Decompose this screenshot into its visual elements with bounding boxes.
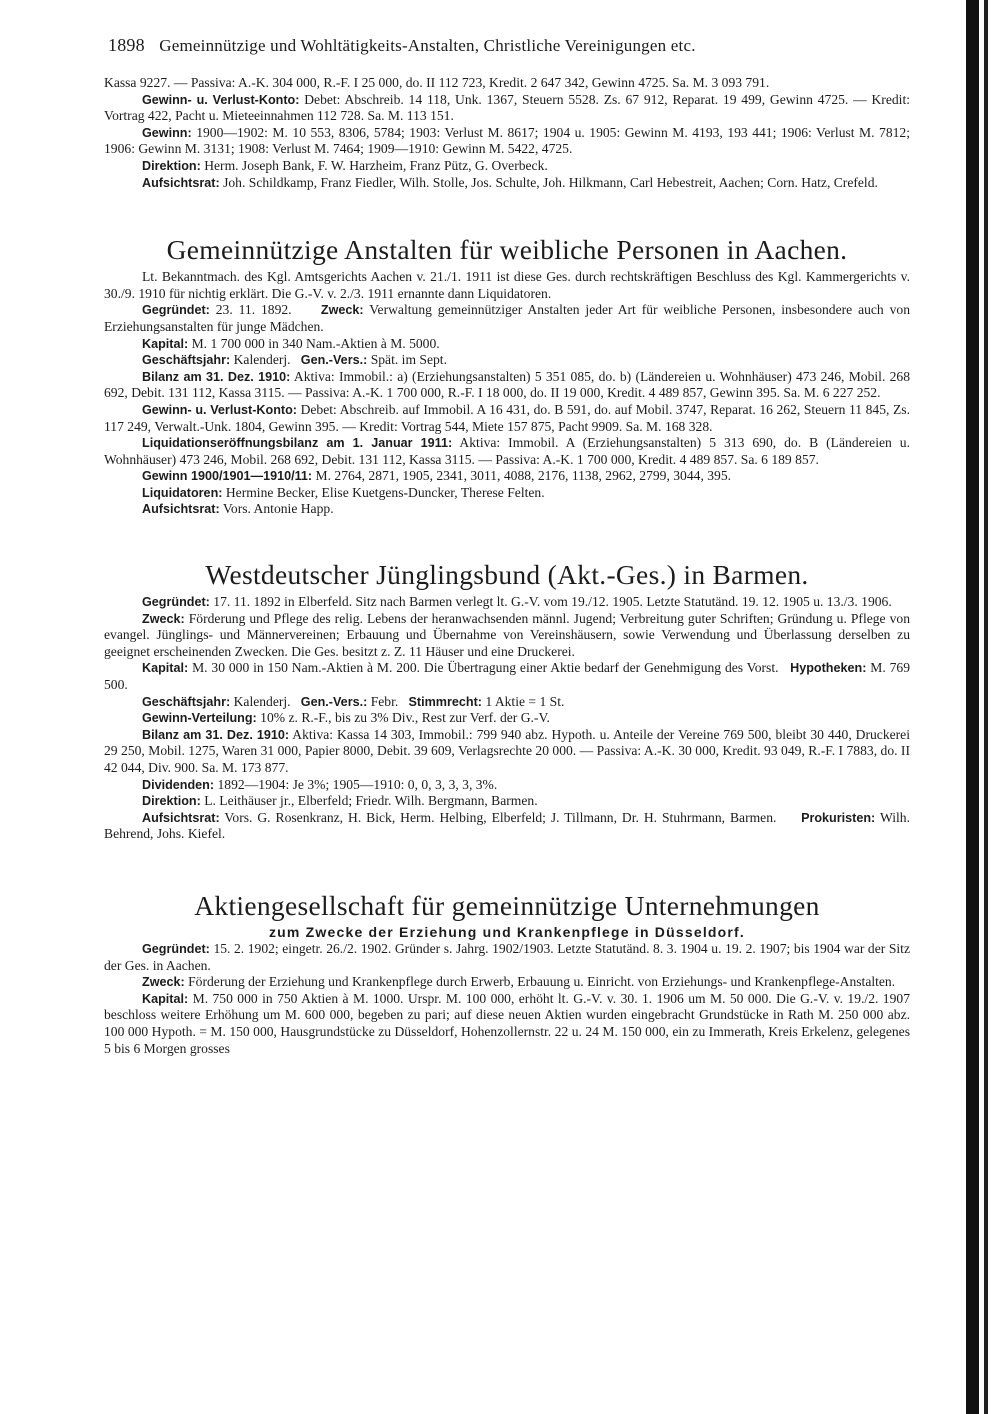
gegruendet-paragraph bbox=[104, 594, 910, 611]
zweck-key: Zweck: bbox=[142, 975, 185, 990]
intro-paragraph: Lt. Bekanntmach. des Kgl. Amtsgerichts Aachen v. 21./1. 1911 ist diese Ges. durch rechtskräftigen Beschluss des Kgl. Kammergerichts v. 30./9. 1910 für nichtig erklärt. Die G.-V. v. 2./3. 1911 ernannte dann Liquidatoren. bbox=[104, 269, 910, 301]
bilanz-key: Bilanz am 31. Dez. 1910: bbox=[142, 369, 291, 384]
entry-title: Westdeutscher Jünglingsbund (Akt.-Ges.) in Barmen. bbox=[205, 559, 809, 591]
liquidatoren-paragraph bbox=[104, 485, 910, 502]
running-head-title: Gemeinnützige und Wohltätigkeits-Anstalten, Christliche Vereinigungen etc. bbox=[159, 36, 696, 55]
zweck-paragraph bbox=[104, 974, 910, 991]
gv-konto-text: Debet: Abschreib. 14 118, Unk. 1367, Steuern 5528. Zs. 67 912, Reparat. 19 499, Gewinn 4725. — Kredit: Vortrag 422, Pacht u. Mieteeinnahmen 112 728. Sa. M. 113 151. bbox=[104, 91, 910, 124]
geschaeftsjahr-key: Geschäftsjahr: bbox=[142, 694, 231, 709]
direktion-text: Herm. Joseph Bank, F. W. Harzheim, Franz Pütz, G. Overbeck. bbox=[204, 157, 548, 173]
aufsichtsrat-text: Vors. Antonie Happ. bbox=[222, 501, 334, 517]
entry-ag-duesseldorf bbox=[104, 889, 910, 1057]
aufsichtsrat-key: Aufsichtsrat: bbox=[142, 810, 220, 825]
liquidatoren-text: Hermine Becker, Elise Kuetgens-Duncker, Therese Felten. bbox=[225, 484, 545, 500]
gewinn-paragraph bbox=[104, 125, 910, 158]
entry-title: Gemeinnützige Anstalten für weibliche Personen in Aachen. bbox=[166, 234, 848, 266]
aufsichtsrat-paragraph bbox=[104, 175, 910, 192]
page-content bbox=[104, 34, 910, 1057]
direktion-key: Direktion: bbox=[142, 794, 201, 809]
gewinn-verteilung-text: 10% z. R.-F., bis zu 3% Div., Rest zur Verf. der G.-V. bbox=[260, 710, 550, 726]
geschaeftsjahr-paragraph bbox=[104, 694, 910, 711]
previous-entry-continuation bbox=[104, 75, 910, 191]
gegruendet-key: Gegründet: bbox=[142, 303, 210, 318]
page-number: 1898 bbox=[108, 35, 145, 55]
zweck-paragraph bbox=[104, 611, 910, 661]
bilanz-key: Bilanz am 31. Dez. 1910: bbox=[142, 727, 290, 742]
gen-vers-text: Febr. bbox=[370, 693, 399, 709]
aufsichtsrat-key: Aufsichtsrat: bbox=[142, 175, 220, 190]
geschaeftsjahr-paragraph bbox=[104, 352, 910, 369]
zweck-key: Zweck: bbox=[142, 611, 185, 626]
entry-anstalten-aachen bbox=[104, 233, 910, 518]
scan-binding-edge bbox=[962, 0, 1000, 1414]
gegruendet-text: 17. 11. 1892 in Elberfeld. Sitz nach Barmen verlegt lt. G.-V. vom 19./12. 1905. Letzte Statutänd. 19. 12. 1905 u. 13./3. 1906. bbox=[213, 594, 892, 610]
prokuristen-key: Prokuristen: bbox=[801, 810, 876, 825]
gv-konto-key: Gewinn- u. Verlust-Konto: bbox=[142, 92, 300, 107]
running-head bbox=[108, 34, 910, 57]
bilanz-paragraph bbox=[104, 369, 910, 402]
entry-title: Aktiengesellschaft für gemeinnützige Unternehmungen bbox=[194, 889, 820, 921]
direktion-paragraph bbox=[104, 158, 910, 175]
bilanz-text: Aktiva: Kassa 14 303, Immobil.: 799 940 abz. Hypoth. u. Anteile der Vereine 769 500, bleibt 30 440, Druckerei 29 250, Mobil. 1275, Waren 31 000, Papier 8000, Debit. 39 609, Verlagsrechte 20 000. — Passiva: A.-K. 30 000, Kredit. 93 049, R.-F. I 7883, do. II 42 044, Div. 900. Sa. M. 173 877. bbox=[104, 726, 910, 775]
gegruendet-key: Gegründet: bbox=[142, 941, 210, 956]
gegruendet-paragraph bbox=[104, 941, 910, 974]
prokuristen-text: Wilh. Behrend, Johs. Kiefel. bbox=[104, 809, 910, 842]
liquidationsbilanz-key: Liquidationseröffnungsbilanz am 1. Januar 1911: bbox=[142, 436, 453, 451]
aufsichtsrat-text: Vors. G. Rosenkranz, H. Bick, Herm. Helbing, Elberfeld; J. Tillmann, Dr. H. Stuhrmann, Barmen. bbox=[224, 809, 777, 825]
hypotheken-key: Hypotheken: bbox=[790, 661, 867, 676]
dividenden-key: Dividenden: bbox=[142, 777, 215, 792]
aufsichtsrat-paragraph bbox=[104, 810, 910, 843]
binding-line bbox=[984, 0, 988, 1414]
gegruendet-zweck-paragraph bbox=[104, 302, 910, 335]
kapital-key: Kapital: bbox=[142, 336, 189, 351]
guv-paragraph bbox=[104, 402, 910, 435]
zweck-text: Förderung der Erziehung und Krankenpflege durch Erwerb, Erbauung u. Einricht. von Erziehungs- und Krankenpflege-Anstalten. bbox=[188, 974, 896, 990]
zweck-text: Förderung und Pflege des relig. Lebens der heranwachsenden männl. Jugend; Verbreitung guter Schriften; Gründung u. Pflege von evangel. Jünglings- und Männervereinen; Erbauung und Übernahme von Vereinshäusern, sowie Verwendung und Überlassung derselben zu geeignet erscheinenden Zwecken. Die Ges. besitzt z. Z. 11 Häuser und eine Druckerei. bbox=[104, 610, 910, 659]
bilanz-text: Aktiva: Immobil.: a) (Erziehungsanstalten) 5 351 085, do. b) (Ländereien u. Wohnhäuser) 473 246, Mobil. 268 692, Debit. 131 112, Kassa 3115. — Passiva: A.-K. 1 700 000, R.-F. I 18 000, do. II 19 000, Kredit. 4 489 857, Gewinn 395. Sa. M. 6 227 252. bbox=[104, 368, 910, 401]
bilanz-paragraph bbox=[104, 727, 910, 777]
kapital-text: M. 750 000 in 750 Aktien à M. 1000. Urspr. M. 100 000, erhöht lt. G.-V. v. 30. 1. 1906 um M. 50 000. Die G.-V. v. 19./2. 1907 beschloss weitere Erhöhung um M. 600 000, begeben zu pari; auf diese neuen Aktien wurden eingebracht Grundstücke in Rath M. 250 000 abz. 100 000 Hypoth. = M. 150 000, Hausgrundstücke zu Düsseldorf, Hohenzollernstr. 22 u. 24 M. 150 000, ein zu Immerath, Kreis Erkelenz, gelegenes 5 bis 6 Morgen grosses bbox=[104, 990, 910, 1056]
gewinn-history-key: Gewinn 1900/1901—1910/11: bbox=[142, 469, 313, 484]
balance-continuation-text: Kassa 9227. — Passiva: A.-K. 304 000, R.-F. I 25 000, do. II 112 723, Kredit. 2 647 342, Gewinn 4725. Sa. M. 3 093 791. bbox=[104, 75, 770, 90]
kapital-paragraph bbox=[104, 991, 910, 1057]
gewinn-verteilung-paragraph bbox=[104, 710, 910, 727]
kapital-paragraph bbox=[104, 336, 910, 353]
kapital-text: M. 30 000 in 150 Nam.-Aktien à M. 200. Die Übertragung einer Aktie bedarf der Genehmigung des Vorst. bbox=[192, 660, 779, 676]
kapital-paragraph bbox=[104, 660, 910, 693]
gen-vers-text: Spät. im Sept. bbox=[370, 352, 447, 368]
gv-konto-paragraph bbox=[104, 92, 910, 125]
balance-continuation bbox=[104, 75, 910, 92]
gen-vers-key: Gen.-Vers.: bbox=[300, 694, 368, 709]
direktion-paragraph bbox=[104, 793, 910, 810]
guv-text: Debet: Abschreib. auf Immobil. A 16 431, do. B 591, do. auf Mobil. 3747, Reparat. 16 262, Steuern 11 845, Zs. 117 249, Verwalt.-Unk. 1804, Gewinn 395. — Kredit: Vortrag 544, Miete 157 875, Pacht 9909. Sa. M. 168 328. bbox=[104, 401, 910, 434]
gewinn-history-text: M. 2764, 2871, 1905, 2341, 3011, 4088, 2176, 1138, 2962, 2799, 3044, 395. bbox=[315, 468, 732, 484]
gegruendet-text: 15. 2. 1902; eingetr. 26./2. 1902. Gründer s. Jahrg. 1902/1903. Letzte Statutänd. 8. 3. 1904 u. 19. 2. 1907; bis 1904 war der Sitz der Ges. in Aachen. bbox=[104, 940, 910, 973]
direktion-text: L. Leithäuser jr., Elberfeld; Friedr. Wilh. Bergmann, Barmen. bbox=[204, 793, 538, 809]
zweck-key: Zweck: bbox=[320, 303, 364, 318]
dividenden-paragraph bbox=[104, 777, 910, 794]
zweck-text: Verwaltung gemeinnütziger Anstalten jeder Art für weibliche Personen, insbesondere auch von Erziehungsanstalten für junge Mädchen. bbox=[104, 302, 910, 334]
liquidationsbilanz-paragraph bbox=[104, 435, 910, 468]
geschaeftsjahr-text: Kalenderj. bbox=[233, 693, 291, 709]
dividenden-text: 1892—1904: Je 3%; 1905—1910: 0, 0, 3, 3, 3, 3%. bbox=[217, 776, 498, 792]
gewinn-text: 1900—1902: M. 10 553, 8306, 5784; 1903: Verlust M. 8617; 1904 u. 1905: Gewinn M. 4193, 193 441; 1906: Verlust M. 7812; 1906: Gewinn M. 3131; 1908: Verlust M. 7464; 1909—1910: Gewinn M. 5422, 4725. bbox=[104, 124, 910, 157]
direktion-key: Direktion: bbox=[142, 158, 201, 173]
kapital-text: M. 1 700 000 in 340 Nam.-Aktien à M. 5000. bbox=[191, 335, 440, 351]
aufsichtsrat-key: Aufsichtsrat: bbox=[142, 502, 220, 517]
gegruendet-key: Gegründet: bbox=[142, 595, 210, 610]
gewinn-key: Gewinn: bbox=[142, 125, 192, 140]
gen-vers-key: Gen.-Vers.: bbox=[300, 353, 368, 368]
stimmrecht-key: Stimmrecht: bbox=[408, 694, 482, 709]
guv-key: Gewinn- u. Verlust-Konto: bbox=[142, 402, 297, 417]
aufsichtsrat-text: Joh. Schildkamp, Franz Fiedler, Wilh. Stolle, Jos. Schulte, Joh. Hilkmann, Carl Hebestreit, Aachen; Corn. Hatz, Crefeld. bbox=[223, 174, 878, 190]
liquidationsbilanz-text: Aktiva: Immobil. A (Erziehungsanstalten) 5 313 690, do. B (Ländereien u. Wohnhäuser) 473 246, Mobil. 268 692, Debit. 131 112, Kassa 3115. — Passiva: A.-K. 1 700 000, Kredit. 4 489 857. Sa. 6 189 857. bbox=[104, 435, 910, 467]
stimmrecht-text: 1 Aktie = 1 St. bbox=[485, 693, 565, 709]
kapital-key: Kapital: bbox=[142, 661, 189, 676]
entry-juenglingsbund-barmen bbox=[104, 558, 910, 843]
kapital-key: Kapital: bbox=[142, 991, 189, 1006]
binding-shadow bbox=[966, 0, 979, 1414]
entry-subtitle: zum Zwecke der Erziehung und Krankenpflege in Düsseldorf. bbox=[268, 923, 746, 940]
geschaeftsjahr-text: Kalenderj. bbox=[233, 352, 291, 368]
gewinn-history-paragraph bbox=[104, 468, 910, 485]
hypotheken-text: M. 769 500. bbox=[104, 660, 911, 693]
gewinn-verteilung-key: Gewinn-Verteilung: bbox=[142, 711, 257, 726]
liquidatoren-key: Liquidatoren: bbox=[142, 485, 223, 500]
aufsichtsrat-paragraph bbox=[104, 501, 910, 518]
geschaeftsjahr-key: Geschäftsjahr: bbox=[142, 353, 231, 368]
gegruendet-text: 23. 11. 1892. bbox=[215, 302, 292, 318]
